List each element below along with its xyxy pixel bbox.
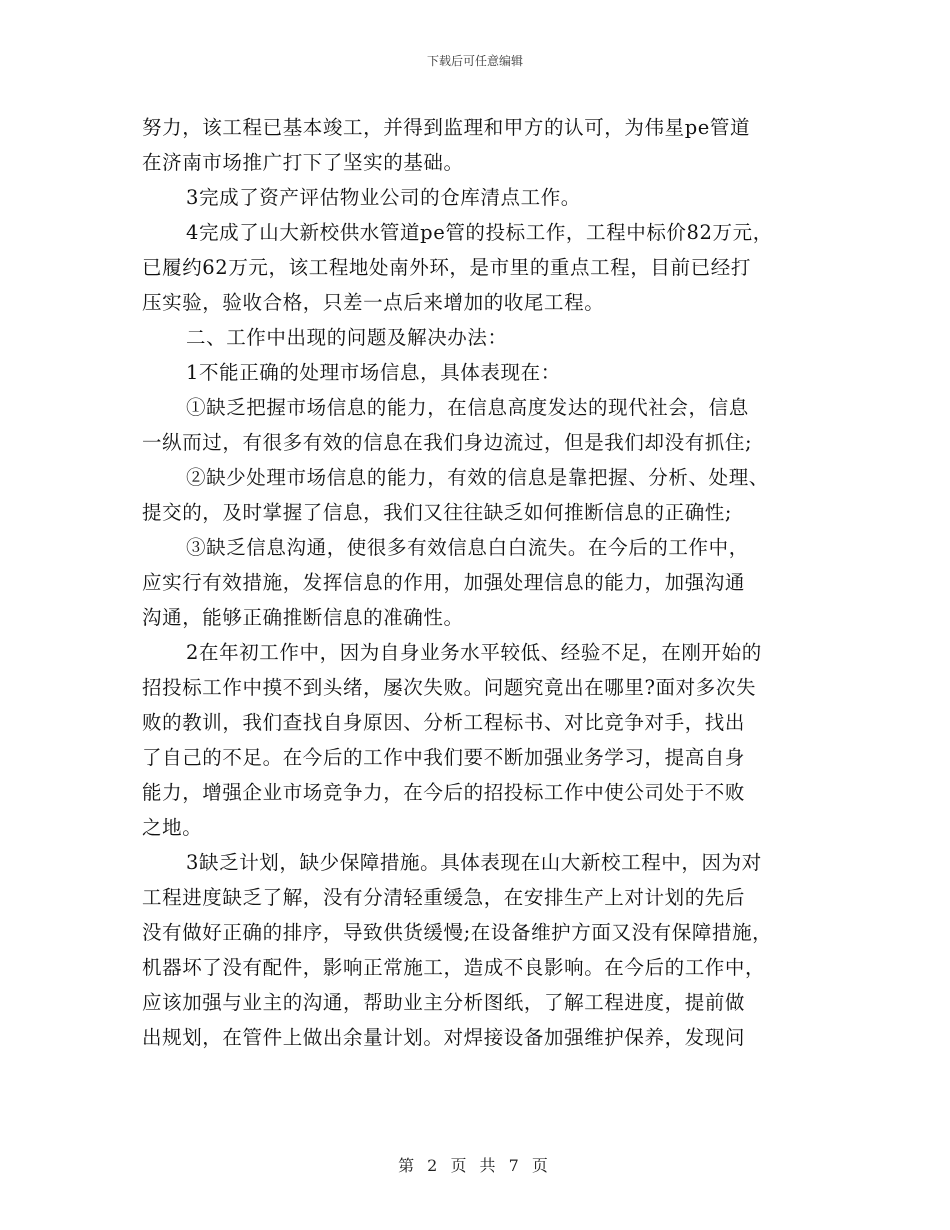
text-line: 4完成了山大新校供水管道pe管的投标工作，工程中标价82万元， (186, 221, 773, 244)
text-line: 出规划，在管件上做出余量计划。对焊接设备加强维护保养，发现问 (142, 1026, 746, 1049)
text-line: 压实验，验收合格，只差一点后来增加的收尾工程。 (142, 291, 605, 314)
text-line: 提交的，及时掌握了信息，我们又往往缺乏如何推断信息的正确性; (142, 501, 733, 524)
text-line: 了自己的不足。在今后的工作中我们要不断加强业务学习，提高自身 (142, 746, 746, 769)
text-line: ①缺乏把握市场信息的能力，在信息高度发达的现代社会，信息 (186, 396, 749, 419)
text-line: 工程进度缺乏了解，没有分清轻重缓急，在安排生产上对计划的先后 (142, 886, 746, 909)
text-line: 招投标工作中摸不到头绪，屡次失败。问题究竟出在哪里?面对多次失 (142, 676, 757, 699)
document-body (142, 110, 822, 1055)
text-line: 应该加强与业主的沟通，帮助业主分析图纸，了解工程进度，提前做 (142, 991, 746, 1014)
text-line: 一纵而过，有很多有效的信息在我们身边流过，但是我们却没有抓住; (142, 431, 753, 454)
text-line: 3完成了资产评估物业公司的仓库清点工作。 (186, 186, 581, 209)
text-line: 已履约62万元，该工程地处南外环，是市里的重点工程，目前已经打 (142, 256, 751, 279)
text-line: 努力，该工程已基本竣工，并得到监理和甲方的认可，为伟星pe管道 (142, 116, 751, 139)
page-header: 下载后可任意编辑 (426, 54, 523, 68)
text-line: 败的教训，我们查找自身原因、分析工程标书、对比竞争对手，找出 (142, 711, 746, 734)
text-line: 2在年初工作中，因为自身业务水平较低、经验不足，在刚开始的 (186, 641, 762, 664)
text-line: ③缺乏信息沟通，使很多有效信息白白流失。在今后的工作中， (186, 536, 749, 559)
text-line: ②缺少处理市场信息的能力，有效的信息是靠把握、分析、处理、 (186, 466, 769, 489)
text-line: 能力，增强企业市场竞争力，在今后的招投标工作中使公司处于不败 (142, 781, 746, 804)
text-line: 沟通，能够正确推断信息的准确性。 (142, 606, 464, 629)
text-line: 没有做好正确的排序，导致供货缓慢;在设备维护方面又没有保障措施， (142, 921, 773, 944)
text-line: 1不能正确的处理市场信息，具体表现在： (186, 361, 561, 384)
text-line: 机器坏了没有配件，影响正常施工，造成不良影响。在今后的工作中， (142, 956, 766, 979)
text-line: 之地。 (142, 816, 203, 839)
text-line: 3缺乏计划，缺少保障措施。具体表现在山大新校工程中，因为对 (186, 851, 762, 874)
text-line: 应实行有效措施，发挥信息的作用，加强处理信息的能力，加强沟通 (142, 571, 746, 594)
section-heading: 二、工作中出现的问题及解决办法： (186, 326, 508, 349)
text-line: 在济南市场推广打下了坚实的基础。 (142, 151, 464, 174)
page-footer: 第 2 页 共 7 页 (398, 1156, 552, 1175)
